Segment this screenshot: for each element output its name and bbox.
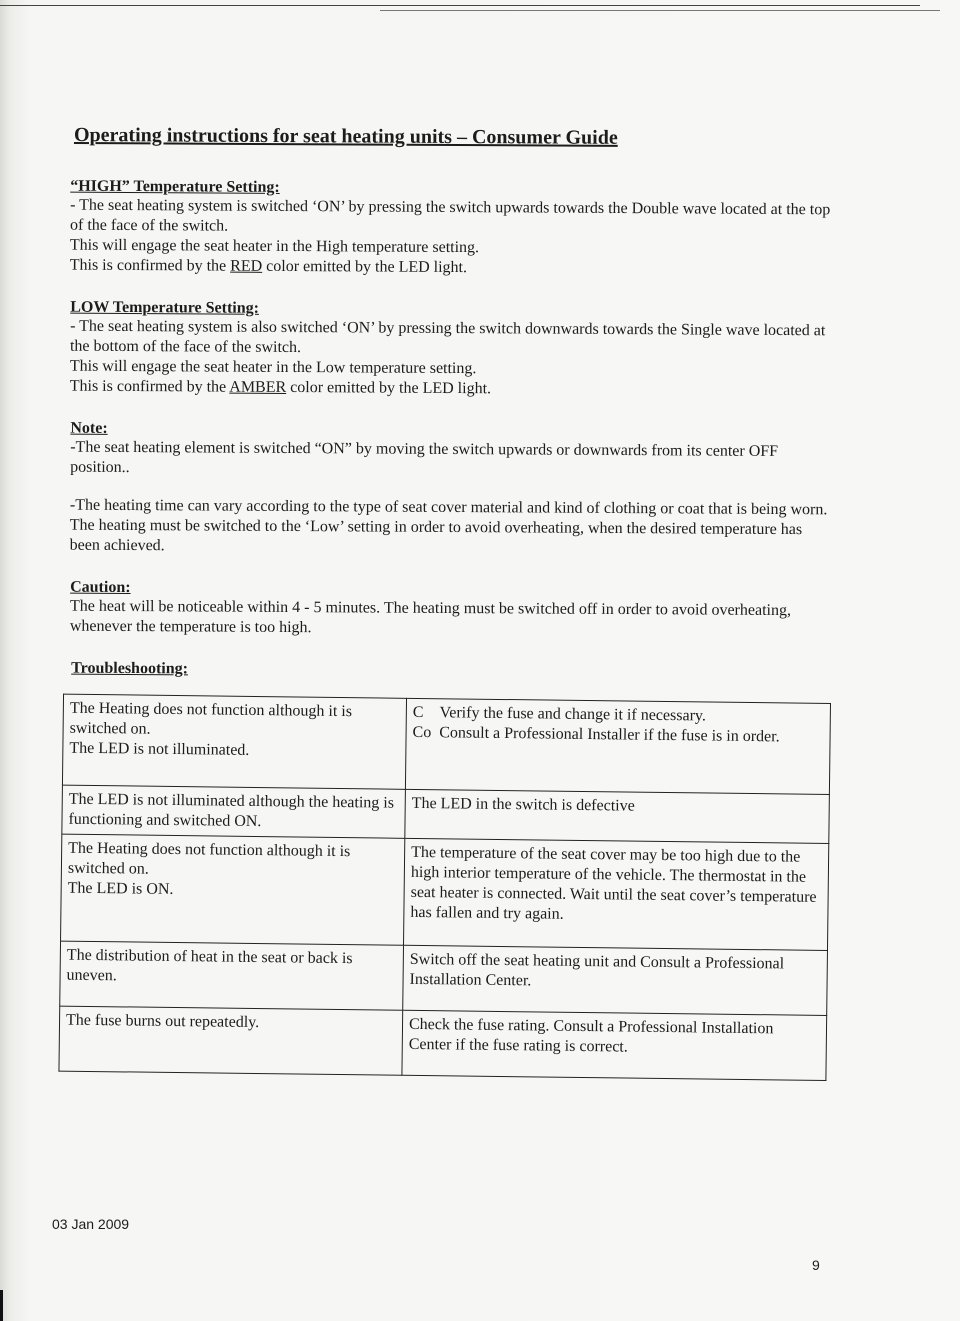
troubleshooting-table <box>58 694 831 1081</box>
low-led-color: AMBER <box>229 378 287 396</box>
high-setting-paragraph-1: - The seat heating system is switched ‘ON’ by pressing the switch upwards towards the Double wave located at the top of the face of the switch. <box>69 196 831 235</box>
low-confirm-text-start: This is confirmed by the <box>69 377 230 396</box>
solution-line: Check the fuse rating. Consult a Professional Installation Center if the fuse rating is correct. <box>408 1015 774 1056</box>
problem-line: The distribution of heat in the seat or back is uneven. <box>66 946 353 985</box>
table-row <box>61 834 829 950</box>
problem-line: The Heating does not function although it is switched on. <box>69 699 353 738</box>
table-row <box>62 694 830 794</box>
problem-cell <box>59 1006 403 1075</box>
low-confirm-text-end: color emitted by the LED light. <box>286 378 492 398</box>
high-setting-section <box>70 177 835 281</box>
low-setting-paragraph-1: - The seat heating system is also switched ‘ON’ by pressing the switch downwards towards the Single wave located at the bottom of the face of the switch. <box>69 317 826 357</box>
problem-line: The Heating does not function although it is switched on. <box>67 839 351 878</box>
high-setting-paragraph-3 <box>70 256 834 281</box>
problem-cell <box>62 785 406 838</box>
caution-paragraph: The heat will be noticeable within 4 - 5 minutes. The heating must be switched off in order to avoid overheating, whenever the temperature is too high. <box>69 597 792 637</box>
low-setting-heading: LOW Temperature Setting: <box>70 298 260 317</box>
page-edge-mark <box>0 1290 3 1321</box>
high-led-color: RED <box>230 257 263 275</box>
note-paragraph-2: -The heating time can vary according to the type of seat cover material and kind of clothing or coat that is being worn. The heating must be switched to the ‘Low’ setting in order to avoid overheating, when the desired temperature has been achieved. <box>69 496 828 555</box>
solution-line: C Verify the fuse and change it if necessary. <box>412 703 707 725</box>
top-edge-line <box>0 5 920 6</box>
low-setting-section <box>70 298 835 402</box>
solution-cell <box>405 698 830 794</box>
problem-cell <box>61 834 405 945</box>
low-setting-paragraph-3 <box>70 377 834 402</box>
problem-line: The LED is not illuminated although the heating is functioning and switched ON. <box>68 790 395 831</box>
page-number: 9 <box>812 1257 820 1273</box>
high-confirm-text-start: This is confirmed by the <box>69 256 231 275</box>
document-body <box>64 126 834 1096</box>
problem-line: The fuse burns out repeatedly. <box>65 1011 260 1032</box>
troubleshooting-heading: Troubleshooting: <box>71 659 189 678</box>
problem-line: The LED is ON. <box>67 879 174 898</box>
caution-heading: Caution: <box>70 578 131 597</box>
troubleshooting-section <box>65 659 836 1077</box>
table-row <box>60 941 828 1015</box>
solution-cell <box>402 1010 827 1080</box>
low-setting-paragraph-2: This will engage the seat heater in the Low temperature setting. <box>69 357 477 378</box>
solution-cell <box>403 945 828 1015</box>
solution-line: The LED in the switch is defective <box>411 794 635 815</box>
problem-cell <box>62 694 406 789</box>
high-setting-paragraph-2: This will engage the seat heater in the High temperature setting. <box>69 236 480 257</box>
problem-line: The LED is not illuminated. <box>69 739 250 759</box>
solution-cell <box>404 838 829 950</box>
solution-line: Switch off the seat heating unit and Consult a Professional Installation Center. <box>409 950 785 990</box>
table-row <box>59 1006 827 1080</box>
note-section <box>70 419 835 561</box>
high-setting-heading: “HIGH” Temperature Setting: <box>70 177 280 196</box>
problem-cell <box>60 941 404 1010</box>
footer-date: 03 Jan 2009 <box>52 1216 130 1232</box>
note-heading: Note: <box>70 419 108 437</box>
caution-section <box>70 578 834 642</box>
document-title: Operating instructions for seat heating units – Consumer Guide <box>73 124 618 149</box>
high-confirm-text-end: color emitted by the LED light. <box>262 257 468 277</box>
note-paragraph-1: -The seat heating element is switched “ON” by moving the switch upwards or downwards from its center OFF position.. <box>70 438 779 477</box>
solution-line: Co Consult a Professional Installer if the fuse is in order. <box>412 723 780 746</box>
top-edge-line-secondary <box>380 10 940 11</box>
solution-line: The temperature of the seat cover may be too high due to the high interior temperature of the vehicle. The thermostat in the seat heater is connected. Wait until the seat cover’s temperature has fallen and try again. <box>410 843 817 923</box>
solution-cell <box>405 789 830 843</box>
